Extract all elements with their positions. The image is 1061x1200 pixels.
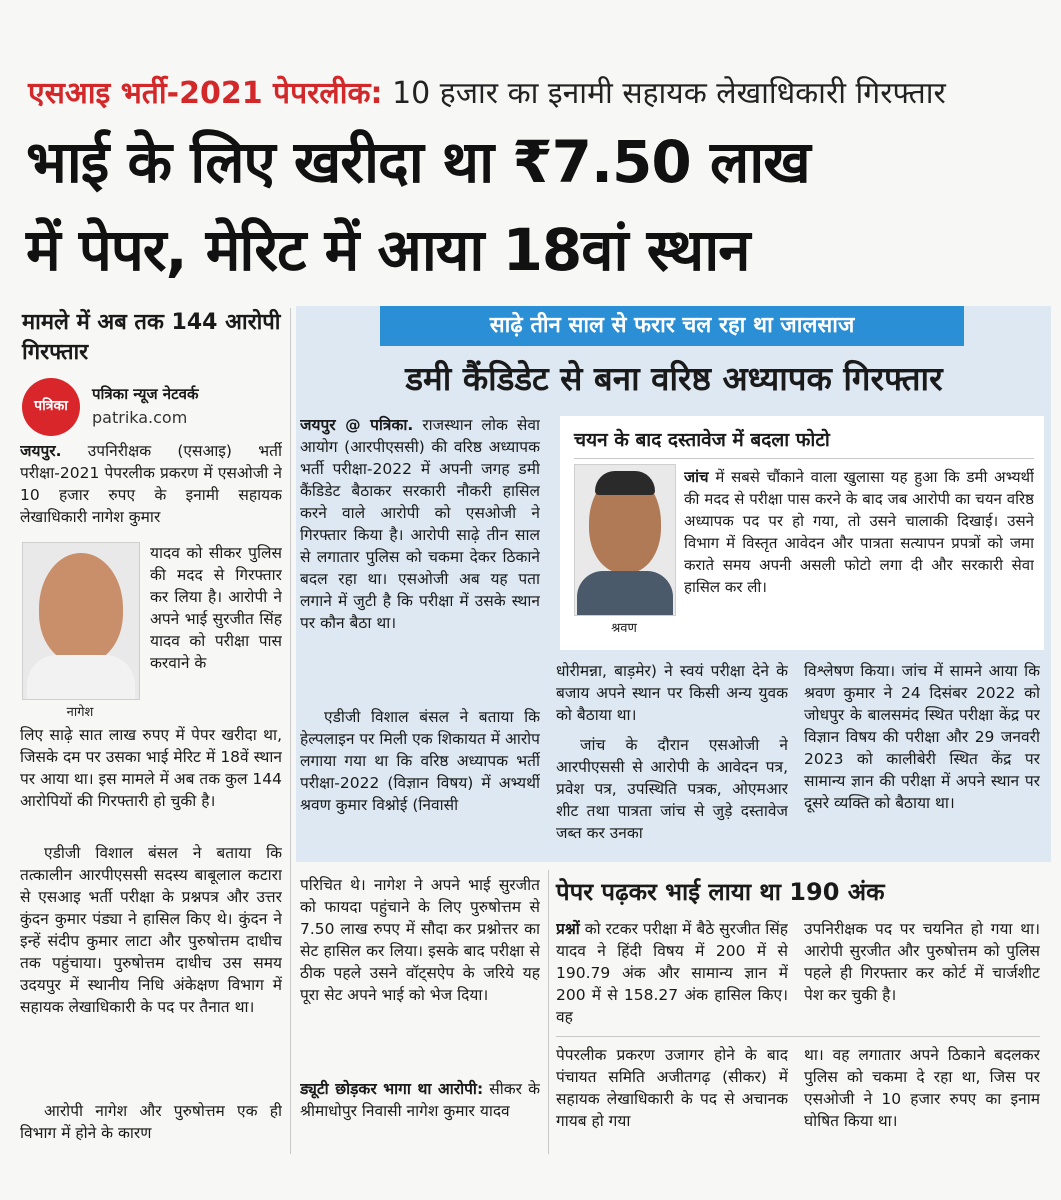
- bottom-col2: उपनिरीक्षक पद पर चयनित हो गया था। आरोपी सुरजीत और पुरुषोत्तम को पुलिस पहले ही गिरफ्तार कर कोर्ट में चार्जशीट पेश कर चुकी है।: [804, 920, 1040, 1004]
- continuation-sub: [300, 1078, 540, 1154]
- column-rule: [290, 308, 291, 1154]
- dateline: जयपुर.: [20, 442, 62, 460]
- bottom-column-rule: [548, 870, 549, 1154]
- left-beside-photo: यादव को सीकर पुलिस की मदद से गिरफ्तार कर लिया है। आरोपी ने अपने भाई सुरजीत सिंह यादव को परीक्षा पास करवाने के: [150, 544, 282, 672]
- shravan-hair: [595, 471, 655, 495]
- left-para2-text: एडीजी विशाल बंसल ने बताया कि तत्कालीन आरपीएससी सदस्य बाबूलाल कटारा से एसआइ भर्ती परीक्षा के प्रश्नपत्र और उत्तर कुंदन कुमार पंड्या ने हासिल किए थे। कुंदन ने इन्हें संदीप कुमार लाटा और पुरुषोत्तम दाधीच तक पहुंचाया। पुरुषोत्तम दाधीच उस समय उदयपुर में स्थानीय निधि अंकेक्षण विभाग में सहायक लेखाधिकारी के पद पर तैनात था।: [20, 844, 282, 1016]
- continuation-subhead: ड्यूटी छोड़कर भागा था आरोपी:: [300, 1080, 484, 1098]
- box-col1-intro: [300, 414, 540, 696]
- bottom-col1-text: को रटकर परीक्षा में बैठे सुरजीत सिंह यादव ने हिंदी विषय में 200 में से 190.79 अंक और सामान्य ज्ञान में 200 में से 158.27 अंक हासिल किए। वह: [556, 920, 788, 1026]
- bottom-col1: [556, 918, 788, 1030]
- box-dateline: जयपुर @ पत्रिका.: [300, 416, 414, 434]
- kicker-tag: एसआइ भर्ती-2021 पेपरलीक:: [28, 76, 383, 111]
- shravan-shirt: [577, 571, 673, 615]
- inset-text: [684, 466, 1034, 644]
- nagesh-caption: नागेश: [66, 705, 94, 720]
- box-col2-text: धोरीमन्ना, बाड़मेर) ने स्वयं परीक्षा देने के बजाय अपने स्थान पर किसी अन्य युवक को बैठाया था।: [556, 662, 788, 724]
- nagesh-photo: [22, 542, 140, 700]
- box-story-headline: डमी कैंडिडेट से बना वरिष्ठ अध्यापक गिरफ्तार: [405, 359, 943, 398]
- box-col1-text: राजस्थान लोक सेवा आयोग (आरपीएससी) की वरिष्ठ अध्यापक भर्ती परीक्षा-2022 में अपनी जगह डमी कैंडिडेट बैठाकर सरकारी नौकरी हासिल करने वाले आरोपी को एसओजी ने गिरफ्तार किया है। आरोपी साढ़े तीन साल से लगातार पुलिस को चकमा देकर ठिकाने बदल रहा था। एसओजी अब यह पता लगाने में जुटी है कि परीक्षा में उसके स्थान पर कौन बैठा था।: [300, 416, 540, 632]
- headline-line-2: में पेपर, मेरिट में आया 18वां स्थान: [26, 216, 750, 284]
- box-story-tag: साढ़े तीन साल से फरार चल रहा था जालसाज: [380, 306, 964, 346]
- left-para3-text: आरोपी नागेश और पुरुषोत्तम एक ही विभाग में होने के कारण: [20, 1102, 282, 1142]
- left-intro-text: उपनिरीक्षक (एसआइ) भर्ती परीक्षा-2021 पेपरलीक प्रकरण में एसओजी ने 10 हजार रुपए के इनामी सहायक लेखाधिकारी नागेश कुमार: [20, 442, 282, 526]
- box-col2-para2-text: जांच के दौरान एसओजी ने आरपीएससी से आरोपी के आवेदन पत्र, प्रवेश पत्र, उपस्थिति पत्रक, ओएमआर शीट तथा पात्रता जांच से जुड़े दस्तावेज जब्त कर उनका: [556, 736, 788, 842]
- kicker-text: 10 हजार का इनामी सहायक लेखाधिकारी गिरफ्तार: [382, 76, 946, 111]
- left-para1-rest: लिए साढ़े सात लाख रुपए में पेपर खरीदा था, जिसके दम पर उसका भाई मेरिट में 18वें स्थान पर आया था। इस मामले में अब तक कुल 144 आरोपियों की गिरफ्तारी हो चुकी है।: [20, 726, 282, 810]
- shravan-caption: श्रवण: [611, 621, 637, 636]
- inset-body: में सबसे चौंकाने वाला खुलासा यह हुआ कि डमी अभ्यर्थी की मदद से परीक्षा पास करने के बाद जब आरोपी का चयन वरिष्ठ अध्यापक पद पर हो गया, तो उसने चालाकी दिखाई। उसने विभाग में विस्तृत आवेदन और पात्रता सत्यापन प्रपत्रों को जमा कराते समय अपनी असली फोटो लगा दी और सरकारी सेवा हासिल कर ली।: [684, 468, 1034, 596]
- bottom-heading: पेपर पढ़कर भाई लाया था 190 अंक: [556, 878, 885, 906]
- continuation-text: परिचित थे। नागेश ने अपने भाई सुरजीत को फायदा पहुंचाने के लिए पुरुषोत्तम से 7.50 लाख रुपए में सौदा कर प्रश्नोत्तर का सेट हासिल कर लिया। इसके बाद परीक्षा से ठीक पहले उसने वॉट्सऐप के जरिये यह पूरा सेट अपने भाई को भेज दिया।: [300, 876, 540, 1004]
- bottom-col3: पेपरलीक प्रकरण उजागर होने के बाद पंचायत समिति अजीतगढ़ (सीकर) में सहायक लेखाधिकारी के पद से अचानक गायब हो गया: [556, 1046, 788, 1130]
- left-subhead: मामले में अब तक 144 आरोपी गिरफ्तार: [22, 310, 281, 365]
- nagesh-face: [39, 553, 123, 663]
- box-col2-para2: [556, 734, 788, 852]
- headline-line-1: भाई के लिए खरीदा था ₹7.50 लाख: [26, 128, 810, 196]
- bottom-col1-lead: प्रश्नों: [556, 920, 580, 938]
- continuation-sub-text: सीकर के श्रीमाधोपुर निवासी नागेश कुमार यादव: [300, 1080, 540, 1120]
- box-col1-para2: [300, 706, 540, 852]
- byline-website: patrika.com: [92, 408, 188, 427]
- box-col1-para2-text: एडीजी विशाल बंसल ने बताया कि हेल्पलाइन पर मिली एक शिकायत में आरोप लगाया गया था कि वरिष्ठ अध्यापक भर्ती परीक्षा-2022 (विज्ञान विषय) में अभ्यर्थी श्रवण कुमार विश्नोई (निवासी: [300, 708, 540, 814]
- shravan-photo: [574, 464, 676, 616]
- kicker: [28, 70, 1038, 118]
- patrika-logo-text: पत्रिका: [34, 398, 68, 414]
- byline-network: पत्रिका न्यूज नेटवर्क: [92, 385, 199, 403]
- left-para2: [20, 842, 282, 1094]
- bottom-col4: था। वह लगातार अपने ठिकाने बदलकर पुलिस को चकमा दे रहा था, जिस पर एसओजी ने 10 हजार रुपए का इनाम घोषित किया था।: [804, 1046, 1040, 1130]
- inset-lead: जांच: [684, 468, 709, 486]
- bottom-divider: [556, 1036, 1040, 1037]
- inset-title-rule: [574, 458, 1034, 459]
- left-para3: [20, 1100, 282, 1146]
- inset-title: चयन के बाद दस्तावेज में बदला फोटो: [574, 429, 830, 451]
- box-col3-text: विश्लेषण किया। जांच में सामने आया कि श्रवण कुमार ने 24 दिसंबर 2022 को जोधपुर के बालसमंद स्थित परीक्षा केंद्र पर विज्ञान विषय की परीक्षा और 29 जनवरी 2023 को कालीबेरी स्थित केंद्र पर सामान्य ज्ञान की परीक्षा में अपने स्थान पर दूसरे व्यक्ति को बैठाया था।: [804, 662, 1040, 812]
- left-intro: [20, 440, 282, 536]
- nagesh-shirt: [27, 655, 135, 700]
